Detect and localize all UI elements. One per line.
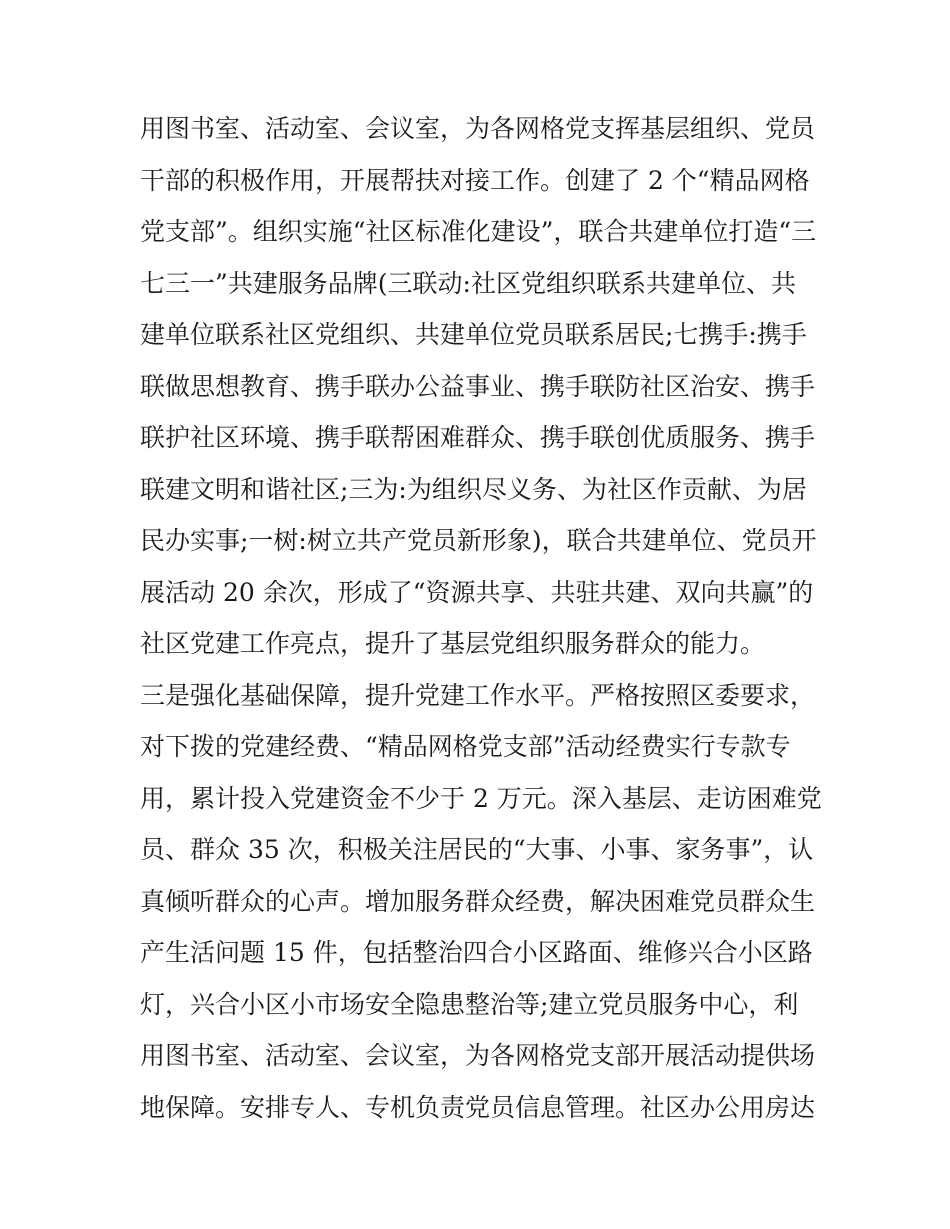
text-line: 联建文明和谐社区;三为:为组织尽义务、为社区作贡献、为居 xyxy=(140,474,807,504)
text-line: 联护社区环境、携手联帮困难群众、携手联创优质服务、携手 xyxy=(140,423,816,452)
text-line: 展活动 20 余次，形成了“资源共享、共驻共建、双向共赢”的 xyxy=(140,577,814,607)
text-line: 干部的积极作用，开展帮扶对接工作。创建了 2 个“精品网格 xyxy=(140,165,810,195)
text-line: 社区党建工作亮点，提升了基层党组织服务群众的能力。 xyxy=(140,629,766,658)
text-line: 真倾听群众的心声。增加服务群众经费，解决困难党员群众生 xyxy=(140,886,816,916)
text-line: 用，累计投入党建资金不少于 2 万元。深入基层、走访困难党 xyxy=(140,783,822,813)
text-line: 七三一”共建服务品牌(三联动:社区党组织联系共建单位、共 xyxy=(140,268,796,298)
text-line: 党支部”。组织实施“社区标准化建设”，联合共建单位打造“三 xyxy=(140,217,817,246)
text-line: 用图书室、活动室、会议室，为各网格党支挥基层组织、党员 xyxy=(140,114,816,143)
text-line: 三是强化基础保障，提升党建工作水平。严格按照区委要求， xyxy=(140,680,816,710)
text-line: 员、群众 35 次，积极关注居民的“大事、小事、家务事”，认 xyxy=(140,835,814,864)
text-line: 地保障。安排专人、专机负责党员信息管理。社区办公用房达 xyxy=(140,1092,816,1122)
text-line: 建单位联系社区党组织、共建单位党员联系居民;七携手:携手 xyxy=(140,320,807,349)
text-line: 用图书室、活动室、会议室，为各网格党支部开展活动提供场 xyxy=(140,1041,816,1070)
body-text xyxy=(140,103,820,1133)
text-line: 民办实事;一树:树立共产党员新形象)，联合共建单位、党员开 xyxy=(140,526,817,555)
text-line: 联做思想教育、携手联办公益事业、携手联防社区治安、携手 xyxy=(140,371,816,401)
text-line: 对下拨的党建经费、“精品网格党支部”活动经费实行专款专 xyxy=(140,732,791,761)
text-line: 产生活问题 15 件，包括整治四合小区路面、维修兴合小区路 xyxy=(140,938,813,967)
text-line: 灯，兴合小区小市场安全隐患整治等;建立党员服务中心，利 xyxy=(140,989,799,1019)
